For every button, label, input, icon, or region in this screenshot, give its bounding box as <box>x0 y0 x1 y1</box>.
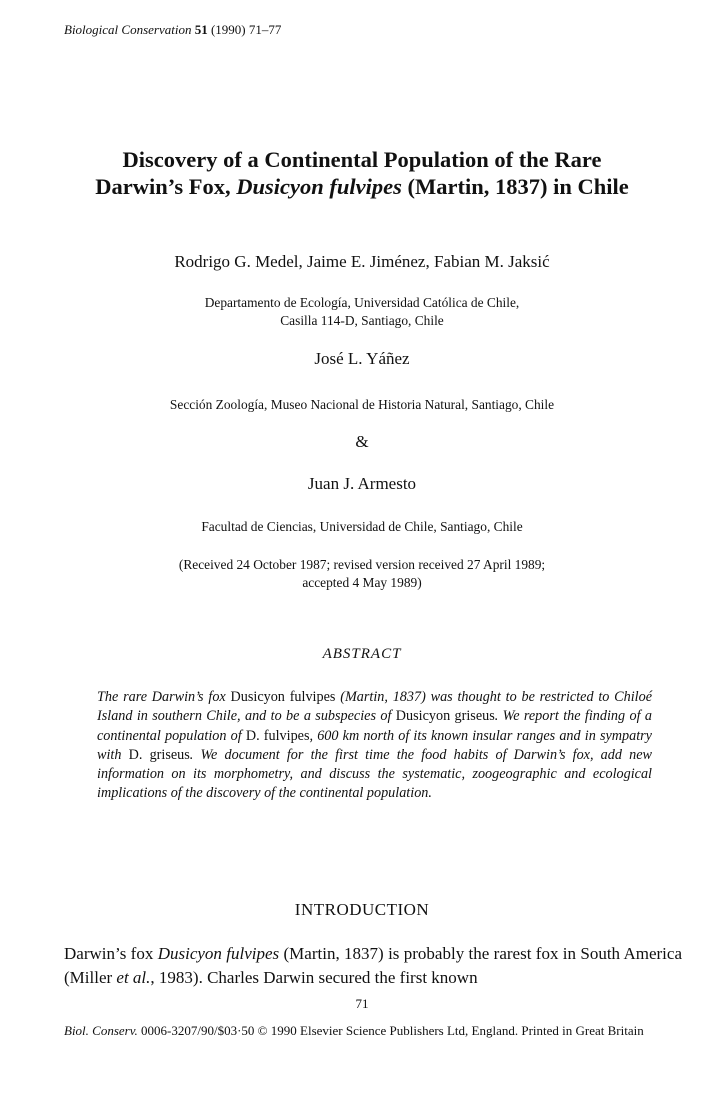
title-line-1: Discovery of a Continental Population of the Rare <box>122 147 602 172</box>
intro-span: (Martin, 1837) is probably the rarest fox in South America (Miller <box>64 944 683 987</box>
title-species: Dusicyon fulvipes <box>236 174 402 199</box>
author-group-1: Rodrigo G. Medel, Jaime E. Jiménez, Fabian M. Jaksić <box>174 252 550 271</box>
intro-species: Dusicyon fulvipes <box>157 944 280 963</box>
footer-journal: Biol. Conserv. <box>64 1023 138 1038</box>
abstract-span: , 600 km north of its known insular ranges and in sympatry with <box>97 727 652 763</box>
received-line-1: (Received 24 October 1987; revised version received 27 April 1989; <box>178 557 546 572</box>
title-line-2 <box>40 173 684 200</box>
affiliation-1 <box>40 294 684 330</box>
title-suffix: (Martin, 1837) in Chile <box>401 174 629 199</box>
abstract-heading: ABSTRACT <box>322 646 402 662</box>
intro-etal: et al. <box>116 968 151 987</box>
abstract-species: D. griseus <box>128 746 190 763</box>
affiliation-1-line-2: Casilla 114-D, Santiago, Chile <box>280 313 444 328</box>
journal-volume: 51 <box>194 22 208 37</box>
footer-text: 0006-3207/90/$03·50 © 1990 Elsevier Science Publishers Ltd, England. Printed in Great Britain <box>137 1023 644 1038</box>
abstract-span: The rare Darwin’s fox <box>97 689 231 705</box>
author-group-2: José L. Yáñez <box>314 349 410 368</box>
author-group-3: Juan J. Armesto <box>307 474 417 493</box>
abstract-span: (Martin, 1837) was thought to be restricted to Chiloé Island in southern Chile, and to be a subspecies of <box>97 689 653 725</box>
introduction-text <box>64 942 682 990</box>
author-ampersand: & <box>355 432 369 451</box>
abstract-span: . We document for the first time the food habits of Darwin’s fox, add new information on its morphometry, and discuss the systematic, zoogeographic and ecological implications of the discovery of the continental population. <box>97 746 652 802</box>
abstract-species: Dusicyon fulvipes <box>230 689 336 705</box>
intro-span: , 1983). Charles Darwin secured the first known <box>150 968 478 987</box>
received-dates <box>40 556 684 592</box>
affiliation-3: Facultad de Ciencias, Universidad de Chile, Santiago, Chile <box>201 519 523 534</box>
abstract-text <box>97 688 652 804</box>
affiliation-2: Sección Zoología, Museo Nacional de Historia Natural, Santiago, Chile <box>169 397 555 412</box>
paper-title <box>40 146 684 200</box>
affiliation-1-line-1: Departamento de Ecología, Universidad Católica de Chile, <box>204 295 520 310</box>
footer-citation <box>64 1022 684 1040</box>
introduction-heading: INTRODUCTION <box>294 900 430 919</box>
abstract-species: D. fulvipes <box>245 727 310 744</box>
page-number: 71 <box>355 996 369 1011</box>
journal-citation <box>64 22 281 38</box>
abstract-span: . We report the finding of a continental population of <box>97 708 653 744</box>
journal-year-pages: (1990) 71–77 <box>210 22 282 37</box>
title-prefix: Darwin’s Fox, <box>95 174 237 199</box>
intro-span: Darwin’s fox <box>64 944 158 963</box>
received-line-2: accepted 4 May 1989) <box>302 575 422 590</box>
abstract-species: Dusicyon griseus <box>395 708 495 725</box>
journal-name: Biological Conservation <box>64 22 192 37</box>
